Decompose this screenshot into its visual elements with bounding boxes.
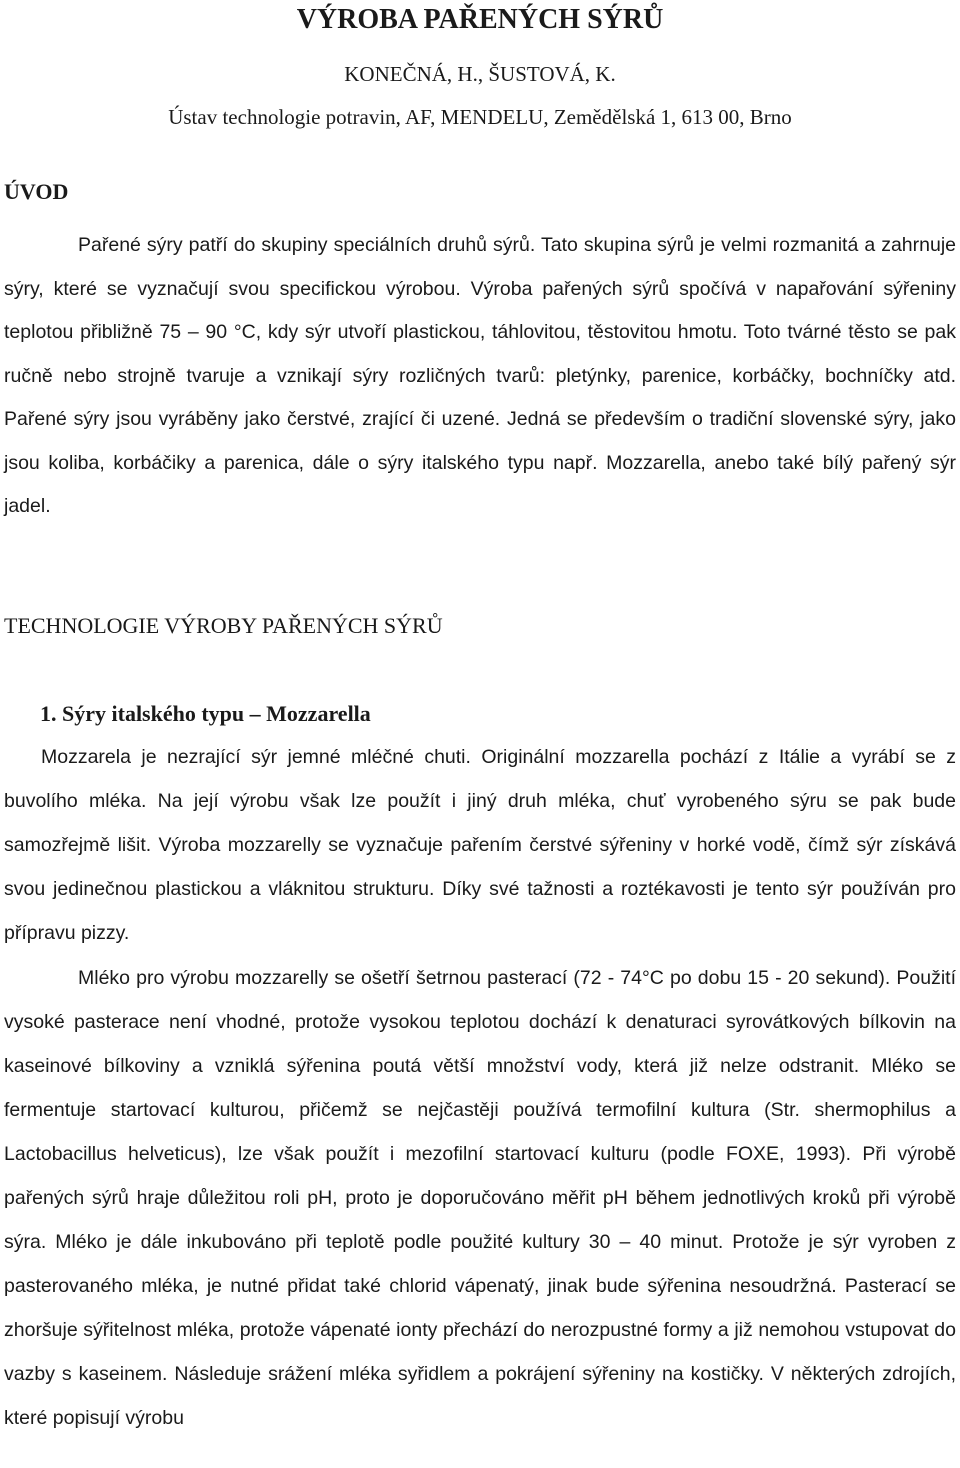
subsection-heading-mozzarella: 1. Sýry italského typu – Mozzarella: [40, 701, 371, 726]
mozzarella-paragraph-2: [4, 956, 956, 1440]
document-authors: KONEČNÁ, H., ŠUSTOVÁ, K.: [344, 62, 616, 86]
intro-paragraph: [4, 224, 956, 529]
section-heading-technology: TECHNOLOGIE VÝROBY PAŘENÝCH SÝRŮ: [4, 613, 443, 638]
section-heading-intro: ÚVOD: [4, 179, 69, 204]
document-title: VÝROBA PAŘENÝCH SÝRŮ: [296, 4, 664, 35]
mozzarella-paragraph-1: [4, 736, 956, 956]
intro-paragraph-text: Pařené sýry patří do skupiny speciálních druhů sýrů. Tato skupina sýrů je velmi rozmanitá a zahrnuje sýry, které se vyznačují svou specifickou výrobou. Výroba pařených sýrů spočívá v napařování sýřeniny teplotou přibližně 75 – 90 °C, kdy sýr utvoří plastickou, táhlovitou, těstovitou hmotu. Toto tvárné těsto se pak ručně nebo strojně tvaruje a vznikají sýry rozličných tvarů: pletýnky, parenice, korbáčky, bochníčky atd. Pařené sýry jsou vyráběny jako čerstvé, zrající či uzené. Jedná se především o tradiční slovenské sýry, jako jsou koliba, korbáčiky a parenica, dále o sýry italského typu např. Mozzarella, anebo také bílý pařený sýr jadel.: [4, 234, 956, 517]
mozzarella-paragraph-2-text: Mléko pro výrobu mozzarelly se ošetří šetrnou pasterací (72 - 74°C po dobu 15 - 20 sekund). Použití vysoké pasterace není vhodné, protože vysokou teplotou dochází k denaturaci syrovátkových bílkovin na kaseinové bílkoviny a vzniklá sýřenina poutá větší množství vody, která již nelze odstranit. Mléko se fermentuje startovací kulturou, přičemž se nejčastěji používá termofilní kultura (Str. shermophilus a Lactobacillus helveticus), lze však použít i mezofilní startovací kulturu (podle FOXE, 1993). Při výrobě pařených sýrů hraje důležitou roli pH, proto je doporučováno měřit pH během jednotlivých kroků při výrobě sýra. Mléko je dále inkubováno při teplotě podle použité kultury 30 – 40 minut. Protože je sýr vyroben z pasterovaného mléka, je nutné přidat také chlorid vápenatý, jinak bude sýřenina nesoudržná. Pasterací se zhoršuje sýřitelnost mléka, protože vápenaté ionty přechází do nerozpustné formy a již nemohou vstupovat do vazby s kaseinem. Následuje srážení mléka syřidlem a pokrájení sýřeniny na kostičky. V některých zdrojích, které popisují výrobu: [4, 967, 956, 1429]
mozzarella-paragraph-1-text: Mozzarela je nezrající sýr jemné mléčné chuti. Originální mozzarella pochází z Itálie a vyrábí se z buvolího mléka. Na její výrobu však lze použít i jiný druh mléka, chuť vyrobeného sýru se pak bude samozřejmě lišit. Výroba mozzarelly se vyznačuje pařením čerstvé sýřeniny v horké vodě, čímž sýr získává svou jedinečnou plastickou a vláknitou strukturu. Díky své tažnosti a roztékavosti je tento sýr používán pro přípravu pizzy.: [4, 746, 956, 944]
document-affiliation: Ústav technologie potravin, AF, MENDELU, Zemědělská 1, 613 00, Brno: [168, 105, 792, 129]
